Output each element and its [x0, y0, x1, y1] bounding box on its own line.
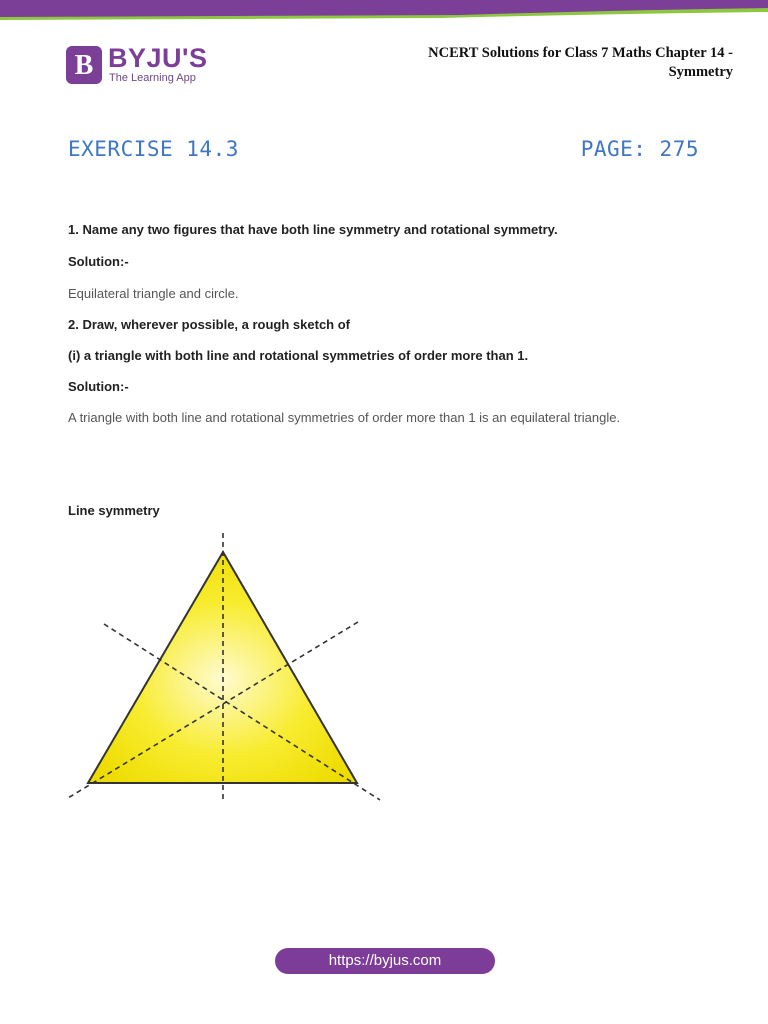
figure-caption: Line symmetry — [68, 503, 160, 518]
logo-letter: B — [74, 50, 94, 81]
question-1: 1. Name any two figures that have both line symmetry and rotational symmetry. — [68, 222, 558, 237]
solution-1-label: Solution:- — [68, 254, 129, 269]
logo-tagline: The Learning App — [109, 72, 196, 84]
page-number-heading: PAGE: 275 — [580, 137, 699, 161]
solution-2-label: Solution:- — [68, 379, 129, 394]
logo-name: BYJU'S — [108, 43, 208, 73]
byjus-website-link[interactable]: https://byjus.com — [275, 948, 495, 974]
solution-2-text: A triangle with both line and rotational symmetries of order more than 1 is an equilateral triangle. — [68, 410, 621, 425]
solution-1-text: Equilateral triangle and circle. — [68, 286, 239, 301]
title-line-2: Symmetry — [668, 64, 733, 80]
triangle-shape — [88, 552, 357, 783]
logo-mark — [66, 46, 102, 84]
title-line-1: NCERT Solutions for Class 7 Maths Chapter 14 - — [428, 45, 733, 61]
exercise-heading: EXERCISE 14.3 — [68, 137, 239, 161]
document-title — [393, 44, 733, 82]
equilateral-triangle-figure — [60, 530, 390, 810]
top-decorative-band — [0, 0, 768, 24]
question-2: 2. Draw, wherever possible, a rough sketch of — [68, 317, 350, 332]
question-2-part-i: (i) a triangle with both line and rotational symmetries of order more than 1. — [68, 348, 529, 363]
byjus-logo — [66, 44, 236, 88]
